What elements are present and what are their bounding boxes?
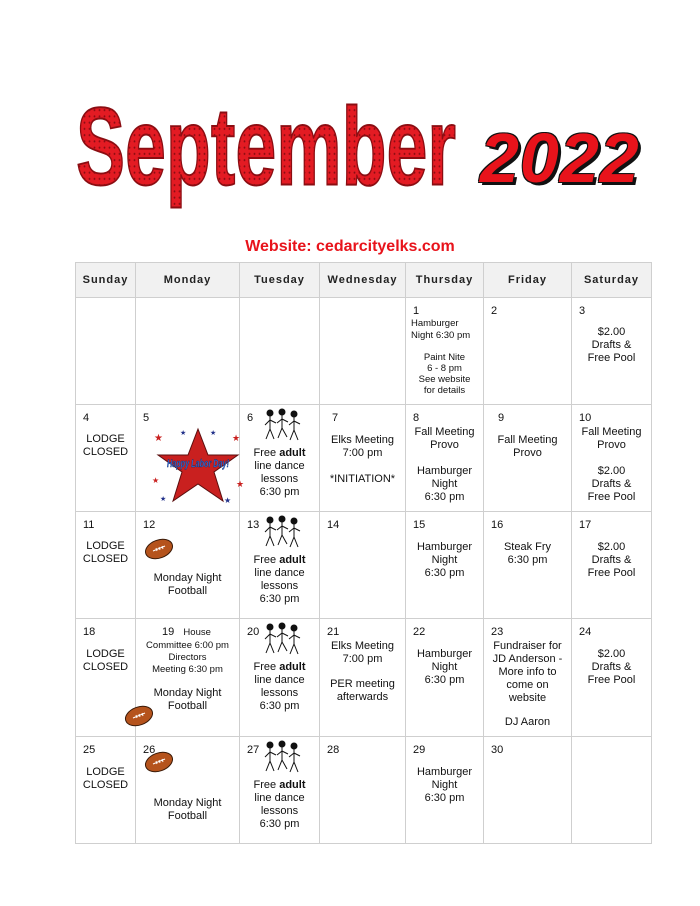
day-cell [484, 512, 572, 619]
labor-day-image [150, 427, 246, 505]
day-cell [136, 619, 240, 737]
day-cell [572, 298, 652, 405]
day-number: 25 [83, 744, 96, 756]
labor-day-text: Happy Labor Day! [167, 458, 230, 470]
event-text-inline: House [183, 627, 211, 638]
website-link[interactable]: Website: cedarcityelks.com [245, 238, 455, 255]
weekday-sunday: Sunday [76, 263, 136, 298]
day-number: 22 [413, 626, 426, 638]
day-number: 5 [143, 412, 150, 424]
day-cell [240, 619, 320, 737]
day-number: 9 [498, 412, 505, 424]
event-subtext: $2.00 Drafts & Free Pool [587, 465, 636, 503]
day-cell-empty [320, 298, 406, 405]
event-text: Steak Fry 6:30 pm [503, 541, 552, 566]
day-cell [406, 619, 484, 737]
day-number: 23 [491, 626, 504, 638]
day-cell [320, 512, 406, 619]
event-text: LODGE CLOSED [82, 540, 129, 565]
day-cell [406, 512, 484, 619]
event-text [240, 661, 319, 713]
star-small: ★ [154, 433, 163, 444]
day-number: 17 [579, 519, 592, 531]
day-number: 16 [491, 519, 504, 531]
football-icon [144, 538, 174, 560]
day-cell [406, 298, 484, 405]
month-title [72, 82, 462, 232]
event-text-pre: Free [253, 779, 280, 791]
event-text: Fall Meeting Provo [581, 426, 642, 451]
event-text: Fundraiser for JD Anderson - More info to come on website [492, 640, 563, 704]
weekday-thursday: Thursday [406, 263, 484, 298]
star-small: ★ [236, 479, 245, 489]
day-number: 10 [579, 412, 592, 424]
event-text-pre: Free [253, 554, 280, 566]
day-number: 27 [247, 744, 260, 756]
weekday-monday: Monday [136, 263, 240, 298]
weekday-saturday: Saturday [572, 263, 652, 298]
day-cell [320, 405, 406, 512]
event-text: Monday Night Football [153, 572, 222, 597]
event-subtext: Monday Night Football [153, 687, 222, 712]
day-cell [76, 512, 136, 619]
event-text: Committee 6:00 pm Directors Meeting 6:30 pm [146, 640, 229, 675]
event-text: LODGE CLOSED [82, 766, 129, 791]
day-number: 7 [332, 412, 339, 424]
day-cell-empty [572, 737, 652, 844]
day-cell [572, 405, 652, 512]
weekday-friday: Friday [484, 263, 572, 298]
day-cell [484, 737, 572, 844]
day-number-value: 19 [162, 626, 175, 638]
line-dancers-image [262, 407, 302, 447]
event-subtext: Hamburger Night 6:30 pm [416, 465, 473, 503]
event-text: Hamburger Night 6:30 pm [416, 766, 473, 804]
day-cell [484, 298, 572, 405]
day-cell [240, 512, 320, 619]
day-number: 28 [327, 744, 340, 756]
day-cell [320, 619, 406, 737]
day-number: 29 [413, 744, 426, 756]
line-dancers-image [262, 514, 302, 554]
weekday-tuesday: Tuesday [240, 263, 320, 298]
event-text-bold: adult [279, 779, 306, 791]
day-number [136, 619, 239, 639]
day-number: 24 [579, 626, 592, 638]
week-row [76, 298, 652, 405]
day-number: 13 [247, 519, 260, 531]
calendar-grid [75, 262, 652, 844]
event-subtext: DJ Aaron [504, 716, 551, 728]
day-number: 18 [83, 626, 96, 638]
day-number: 2 [491, 305, 498, 317]
event-text: $2.00 Drafts & Free Pool [587, 648, 636, 686]
event-text: LODGE CLOSED [82, 648, 129, 673]
day-number: 26 [143, 744, 156, 756]
star-small: ★ [210, 430, 217, 437]
event-text-post: line dance lessons 6:30 pm [254, 792, 305, 830]
event-text: Elks Meeting 7:00 pm [331, 434, 394, 459]
day-number: 20 [247, 626, 260, 638]
event-text: Monday Night Football [153, 797, 222, 822]
event-text-bold: adult [279, 661, 306, 673]
day-cell-empty [240, 298, 320, 405]
week-row [76, 512, 652, 619]
event-text [240, 447, 319, 499]
event-text-post: line dance lessons 6:30 pm [254, 674, 305, 712]
star-small: ★ [180, 430, 187, 437]
event-text-bold: adult [279, 447, 306, 459]
day-cell [240, 405, 320, 512]
day-cell [136, 405, 245, 512]
day-cell [484, 405, 572, 512]
event-text: $2.00 Drafts & Free Pool [587, 541, 636, 579]
month-title-text: September [76, 86, 457, 209]
day-cell [76, 737, 136, 844]
day-cell [240, 737, 320, 844]
day-cell [406, 737, 484, 844]
line-dancers-image [262, 621, 302, 661]
day-number: 14 [327, 519, 340, 531]
football-icon [144, 751, 174, 773]
day-number: 4 [83, 412, 90, 424]
day-number: 15 [413, 519, 426, 531]
star-small: ★ [152, 476, 160, 485]
day-number: 1 [413, 305, 420, 317]
week-row [76, 405, 652, 512]
event-text [240, 554, 319, 606]
day-number: 11 [83, 519, 95, 531]
event-text: Hamburger Night 6:30 pm [411, 318, 471, 341]
star-small: ★ [232, 433, 241, 443]
day-cell [76, 405, 136, 512]
day-cell [484, 619, 572, 737]
week-row [76, 619, 652, 737]
day-cell-empty [76, 298, 136, 405]
event-text-pre: Free [253, 661, 280, 673]
event-text: Elks Meeting 7:00 pm [331, 640, 394, 665]
day-number: 30 [491, 744, 504, 756]
star-small: ★ [160, 496, 167, 503]
day-cell [136, 512, 240, 619]
event-text-pre: Free [253, 447, 280, 459]
day-cell-empty [136, 298, 240, 405]
day-cell [136, 737, 240, 844]
day-number: 3 [579, 305, 586, 317]
year-title: 2022 [480, 119, 640, 197]
event-subtext: PER meeting afterwards [330, 678, 395, 703]
weekday-wednesday: Wednesday [320, 263, 406, 298]
football-icon [124, 705, 154, 727]
day-number: 6 [247, 412, 254, 424]
event-text: Fall Meeting Provo [414, 426, 475, 451]
day-cell [320, 737, 406, 844]
day-number: 8 [413, 412, 420, 424]
event-subtext: Paint Nite 6 - 8 pm See website for details [418, 352, 471, 396]
event-text: Fall Meeting Provo [497, 434, 558, 459]
day-number: 12 [143, 519, 156, 531]
event-text [240, 779, 319, 831]
line-dancers-image [262, 739, 302, 779]
star-small: ★ [224, 496, 232, 505]
event-text: LODGE CLOSED [82, 433, 129, 458]
event-subtext: *INITIATION* [329, 473, 396, 485]
day-number: 21 [327, 626, 340, 638]
event-text-bold: adult [279, 554, 306, 566]
week-row [76, 737, 652, 844]
day-cell [406, 405, 484, 512]
weekday-header [76, 263, 652, 298]
event-text-post: line dance lessons 6:30 pm [254, 567, 305, 605]
event-text: Hamburger Night 6:30 pm [416, 541, 473, 579]
event-text: Hamburger Night 6:30 pm [416, 648, 473, 686]
event-text: $2.00 Drafts & Free Pool [587, 326, 636, 364]
day-cell [572, 619, 652, 737]
day-cell [572, 512, 652, 619]
event-text-post: line dance lessons 6:30 pm [254, 460, 305, 498]
